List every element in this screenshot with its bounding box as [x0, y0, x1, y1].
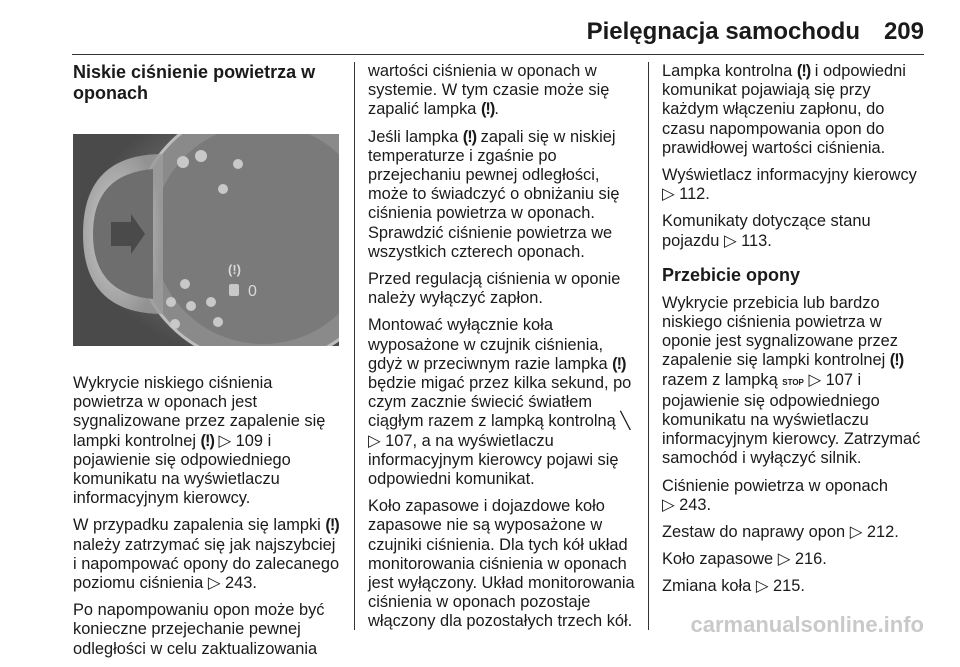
text: Wyświetlacz informacyjny kierowcy: [662, 166, 917, 185]
text: Komunikaty dotyczące stanu pojazdu: [662, 212, 871, 250]
page-reference-link[interactable]: 212.: [866, 523, 899, 542]
column-middle: [368, 62, 638, 640]
gauge-zero-label: 0: [248, 283, 257, 300]
column-right: [662, 62, 930, 605]
text: i pojawienie się odpowiedniego komunikatu na wyświetlaczu informacyjnym kierowcy.: [73, 431, 291, 508]
page-ref-arrow-icon: ▷: [808, 370, 822, 389]
tire-pressure-warning-icon: (!): [200, 431, 214, 450]
tire-pressure-warning-icon: (!): [462, 127, 477, 146]
page-reference-link[interactable]: 215.: [773, 577, 805, 596]
text: należy zatrzymać się jak najszybciej i napompować opony do zalecanego poziomu ciśnienia: [73, 535, 340, 593]
text: Zestaw do naprawy opon: [662, 523, 850, 542]
section-heading: Niskie ciśnienie powietrza w oponach: [73, 62, 316, 103]
text: zapali się w niskiej temperaturze i zgaśnie po przejechaniu pewnej odległości, może to świadczyć o obniżaniu się ciśnienia powietrza w oponach. Sprawdzić ciśnienie powietrza we wszystkich czterech oponach.: [368, 127, 620, 261]
page-number: 209: [883, 18, 924, 45]
paragraph: [368, 128, 638, 262]
text: i odpowiedni komunikat pojawiają się przy każdym włączeniu zapłonu, do czasu napompowania opon do prawidłowej wartości ciśnienia.: [662, 62, 906, 157]
dashboard-illustration: [73, 134, 339, 346]
tire-pressure-warning-icon: (!): [480, 100, 495, 119]
paragraph: [368, 316, 638, 489]
paragraph: [662, 166, 930, 204]
text: Jeśli lampka: [368, 127, 463, 146]
page-reference-link[interactable]: 216.: [794, 550, 827, 569]
watermark: carmanualsonline.info: [690, 612, 924, 637]
instrument-cluster-image: [73, 134, 339, 346]
paragraph: Przed regulacją ciśnienia w oponie należy wyłączyć zapłon.: [368, 270, 621, 308]
page-reference-link[interactable]: 107: [385, 431, 413, 450]
text: .: [494, 100, 499, 119]
text: W przypadku zapalenia się lampki: [73, 516, 326, 535]
text: Koło zapasowe: [662, 550, 778, 569]
paragraph: [662, 62, 930, 158]
page-ref-arrow-icon: ▷: [662, 495, 675, 514]
paragraph: [662, 294, 930, 469]
page-header: [0, 0, 960, 56]
tire-pressure-warning-icon: (!): [325, 516, 339, 535]
tire-pressure-warning-icon: (!): [889, 351, 904, 370]
text: razem z lampką: [662, 370, 783, 389]
page-ref-arrow-icon: ▷: [218, 431, 232, 450]
paragraph: [662, 577, 930, 596]
text: Montować wyłącznie koła wyposażone w czujnik ciśnienia, gdyż w przeciwnym razie lampka: [368, 316, 613, 373]
text: wartości ciśnienia w oponach w systemie. W tym czasie może się zapalić lampka: [368, 62, 610, 119]
section-title: Pielęgnacja samochodu: [586, 18, 860, 45]
paragraph: [73, 374, 343, 508]
stop-warning-icon: STOP: [782, 377, 804, 387]
text: Ciśnienie powietrza w oponach: [662, 476, 888, 495]
page-reference-link[interactable]: 112.: [679, 185, 710, 204]
column-left: [73, 62, 343, 667]
page-ref-arrow-icon: ▷: [755, 577, 769, 596]
page-reference-link[interactable]: 113.: [741, 231, 772, 250]
text: Wykrycie niskiego ciśnienia powietrza w oponach jest sygnalizowane przez zapalenie się lampki kontrolnej: [73, 374, 326, 450]
paragraph: Koło zapasowe i dojazdowe koło zapasowe nie są wyposażone w czujniki ciśnienia. Dla tych kół układ monitorowania ciśnienia w oponach jest wyłączony. Układ monitorowania ciśnienia w oponach pozostaje włączony dla pozostałych trzech kół.: [368, 497, 635, 631]
page-ref-arrow-icon: ▷: [777, 550, 791, 569]
tire-pressure-warning-icon: (!): [612, 354, 626, 373]
text: Zmiana koła: [662, 577, 756, 596]
page-ref-arrow-icon: ▷: [368, 431, 381, 450]
text: będzie migać przez kilka sekund, po czym zacznie świecić światłem ciągłym razem z lampką kontrolną: [368, 374, 632, 431]
page-ref-arrow-icon: ▷: [207, 574, 221, 593]
text: Wykrycie przebicia lub bardzo niskiego ciśnienia powietrza w oponie jest sygnalizowane przez zapalenie się lampki kontrolnej: [662, 293, 898, 370]
page-reference-link[interactable]: 243.: [225, 574, 257, 593]
page-ref-arrow-icon: ▷: [849, 523, 863, 542]
paragraph: [662, 523, 930, 542]
page-reference-link[interactable]: 107: [825, 370, 853, 389]
text: Lampka kontrolna: [662, 62, 797, 80]
paragraph: [662, 550, 930, 569]
page-reference-link[interactable]: 109: [235, 431, 264, 450]
paragraph: [662, 477, 930, 515]
paragraph: [662, 212, 930, 250]
paragraph: [368, 62, 638, 120]
paragraph: [73, 516, 343, 593]
text: , a na wyświetlaczu informacyjnym kierowcy pojawi się odpowiedni komunikat.: [368, 431, 619, 489]
wrench-icon: ╲: [620, 412, 631, 431]
page-ref-arrow-icon: ▷: [723, 231, 737, 250]
tire-pressure-warning-icon: (!): [796, 62, 811, 80]
paragraph: Po napompowaniu opon może być konieczne przejechanie pewnej odległości w celu zaktualizowania: [73, 601, 325, 658]
page-reference-link[interactable]: 243.: [679, 495, 712, 514]
column-divider: [648, 62, 649, 630]
tire-pressure-warning-icon: (!): [228, 262, 241, 277]
text: i pojawienie się odpowiedniego komunikatu na wyświetlaczu informacyjnym kierowcy. Zatrzymać samochód i wyłączyć silnik.: [662, 370, 921, 468]
column-divider: [354, 62, 355, 630]
header-rule: [72, 54, 924, 55]
section-heading: Przebicie opony: [662, 264, 801, 285]
page-ref-arrow-icon: ▷: [662, 185, 675, 204]
